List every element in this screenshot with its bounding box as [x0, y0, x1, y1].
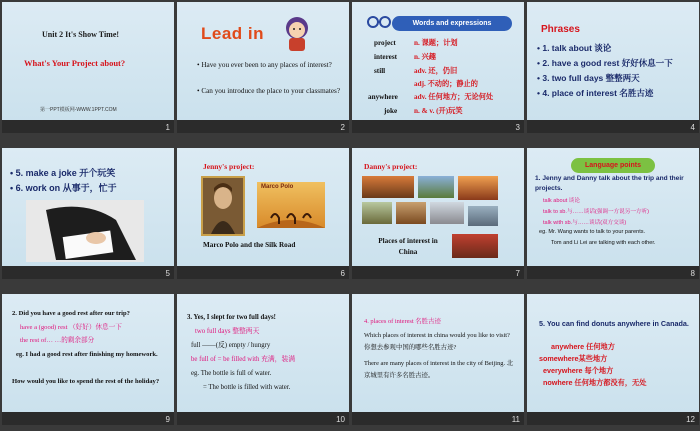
vocab-definition: n. 课题；计划 [414, 39, 458, 47]
s12-line-5: nowhere 任何地方都没有，无处 [543, 378, 647, 387]
s10-line-6: = The bottle is filled with water. [203, 384, 291, 391]
lp-line-4: talk with sb.与……谈话(双方交谈) [543, 220, 627, 226]
vocab-word: interest [374, 53, 398, 61]
s9-line-1: 2. Did you have a good rest after our trip? [12, 310, 130, 317]
city-photo [430, 202, 464, 224]
slide-thumbnail-2[interactable] [177, 2, 349, 133]
slide-number: 8 [690, 269, 695, 278]
ancient-gate-photo [452, 234, 498, 258]
palace-photo [418, 176, 454, 198]
slide-12-number-bar [527, 412, 699, 425]
slide-thumbnail-7[interactable] [352, 148, 524, 279]
s10-line-1: 3. Yes, I slept for two full days! [187, 314, 276, 321]
slide-1-title: Unit 2 It's Show Time! [42, 30, 120, 39]
s10-line-3: full ——(反) empty / hungry [191, 342, 271, 349]
slide-1-footer: 第一PPT模板网-WWW.1PPT.COM [40, 107, 117, 113]
lp-line-2: talk about 谈论 [543, 198, 580, 204]
slide-thumbnail-12[interactable] [527, 294, 699, 425]
vocab-definition: n. 兴趣 [414, 53, 436, 61]
slide-thumbnail-3[interactable] [352, 2, 524, 133]
slide-7-number-bar [352, 266, 524, 279]
temple-photo [362, 202, 392, 224]
slide-thumbnail-1[interactable] [2, 2, 174, 133]
book-title: Marco Polo [261, 184, 294, 190]
s9-line-2: have a (good) rest （好好）休息一下 [20, 324, 122, 331]
girl-cartoon-icon [280, 14, 314, 52]
vocab-definition: adj. 不动的；静止的 [414, 80, 478, 88]
vocab-definition: n. & v. (开)玩笑 [414, 107, 463, 115]
s9-line-5: How would you like to spend the rest of the holiday? [12, 378, 160, 385]
great-wall-sunset-photo [362, 176, 414, 198]
vocab-word: joke [384, 107, 398, 115]
phrase-item: • 2. have a good rest 好好休息一下 [537, 58, 673, 68]
modern-building-photo [468, 206, 498, 226]
slide-4-heading: Phrases [541, 24, 580, 35]
slide-number: 9 [165, 415, 170, 424]
vocab-word: still [374, 67, 386, 75]
slide-number: 1 [165, 123, 170, 132]
s12-line-1: 5. You can find donuts anywhere in Canada. [539, 319, 689, 328]
s12-line-2: anywhere 任何地方 [551, 342, 615, 351]
slide-number: 12 [686, 415, 695, 424]
s10-line-2: two full days 整整两天 [195, 328, 260, 335]
slide-1-subtitle: What's Your Project about? [24, 58, 126, 68]
vocab-definition: adv. 还，仍旧 [414, 67, 458, 75]
slide-2-heading: Lead in [201, 24, 265, 43]
marco-polo-portrait [201, 176, 245, 236]
slide-number: 3 [515, 123, 520, 132]
slide-thumbnail-9[interactable] [2, 294, 174, 425]
slide-10-number-bar [177, 412, 349, 425]
slide-6-caption: Marco Polo and the Silk Road [203, 241, 296, 249]
slide-thumbnail-4[interactable] [527, 2, 699, 133]
slide-number: 10 [336, 415, 345, 424]
bell-tower-photo [396, 202, 426, 224]
s9-line-4: eg. I had a good rest after finishing my homework. [16, 351, 158, 358]
slide-number: 5 [165, 269, 170, 278]
phrase-item: • 4. place of interest 名胜古迹 [537, 88, 654, 98]
slide-thumbnail-11[interactable] [352, 294, 524, 425]
slide-11-number-bar [352, 412, 524, 425]
phrase-item: • 3. two full days 整整两天 [537, 73, 640, 83]
phrase-item: • 1. talk about 谈论 [537, 42, 611, 54]
vocab-word: project [374, 39, 396, 47]
phrase-item: • 6. work on 从事于，忙于 [10, 183, 117, 193]
lp-line-5: eg. Mr. Wang wants to talk to your parents. [539, 229, 646, 235]
silk-road-caravan-image [257, 182, 325, 228]
s11-line-3: There are many places of interest in the city of Beijing. 北京城里有许多名胜古迹。 [364, 360, 514, 379]
slide-6-number-bar [177, 266, 349, 279]
s12-line-4: everywhere 每个地方 [543, 366, 614, 375]
vocab-word: anywhere [368, 93, 398, 101]
language-points-badge: Language points [571, 158, 655, 173]
lp-line-3: talk to sb.与……谈话(强调一方说另一方听) [543, 209, 649, 215]
office-writing-photo [26, 200, 144, 262]
slide-5-number-bar [2, 266, 174, 279]
vocab-definition: adv. 任何地方；无论何处 [414, 93, 494, 101]
slide-9-number-bar [2, 412, 174, 425]
pagoda-photo [458, 176, 498, 200]
slide-3-number-bar [352, 120, 524, 133]
slide-number: 6 [340, 269, 345, 278]
s9-line-3: the rest of… …的剩余部分 [20, 337, 95, 344]
lp-line-1: 1. Jenny and Danny talk about the trip and their projects. [535, 175, 684, 192]
s10-line-5: eg. The bottle is full of water. [191, 370, 272, 377]
slide-7-caption: Places of interest in China [378, 237, 438, 256]
lp-line-6: Tom and Li Lei are talking with each other. [551, 240, 656, 246]
slide-thumbnail-5[interactable] [2, 148, 174, 279]
slide-1-number-bar [2, 120, 174, 133]
slide-number: 2 [340, 123, 345, 132]
s10-line-4: be full of = be filled with 充满，装满 [191, 356, 296, 363]
s11-line-2: Which places of interest in china would you like to visit?你想去参观中国的哪些名胜古迹? [364, 332, 510, 351]
slide-number: 4 [690, 123, 695, 132]
glasses-icon [366, 14, 392, 30]
slide-4-number-bar [527, 120, 699, 133]
slide-7-title: Danny's project: [364, 162, 418, 171]
slide-6-title: Jenny's project: [203, 162, 255, 171]
slide-number: 11 [511, 415, 520, 424]
slide-8-number-bar [527, 266, 699, 279]
slide-2-bullet-2: • Can you introduce the place to your classmates? [197, 86, 345, 97]
slide-2-number-bar [177, 120, 349, 133]
slide-number: 7 [515, 269, 520, 278]
phrase-item: • 5. make a joke 开个玩笑 [10, 168, 116, 178]
slide-thumbnail-6[interactable] [177, 148, 349, 279]
slide-3-banner: Words and expressions [392, 16, 512, 31]
slide-2-bullet-1: • Have you ever been to any places of interest? [197, 60, 345, 71]
slide-thumbnail-10[interactable] [177, 294, 349, 425]
s12-line-3: somewhere某些地方 [539, 354, 608, 363]
s11-line-1: 4. places of interest 名胜古迹 [364, 318, 441, 325]
slide-thumbnail-8[interactable] [527, 148, 699, 279]
